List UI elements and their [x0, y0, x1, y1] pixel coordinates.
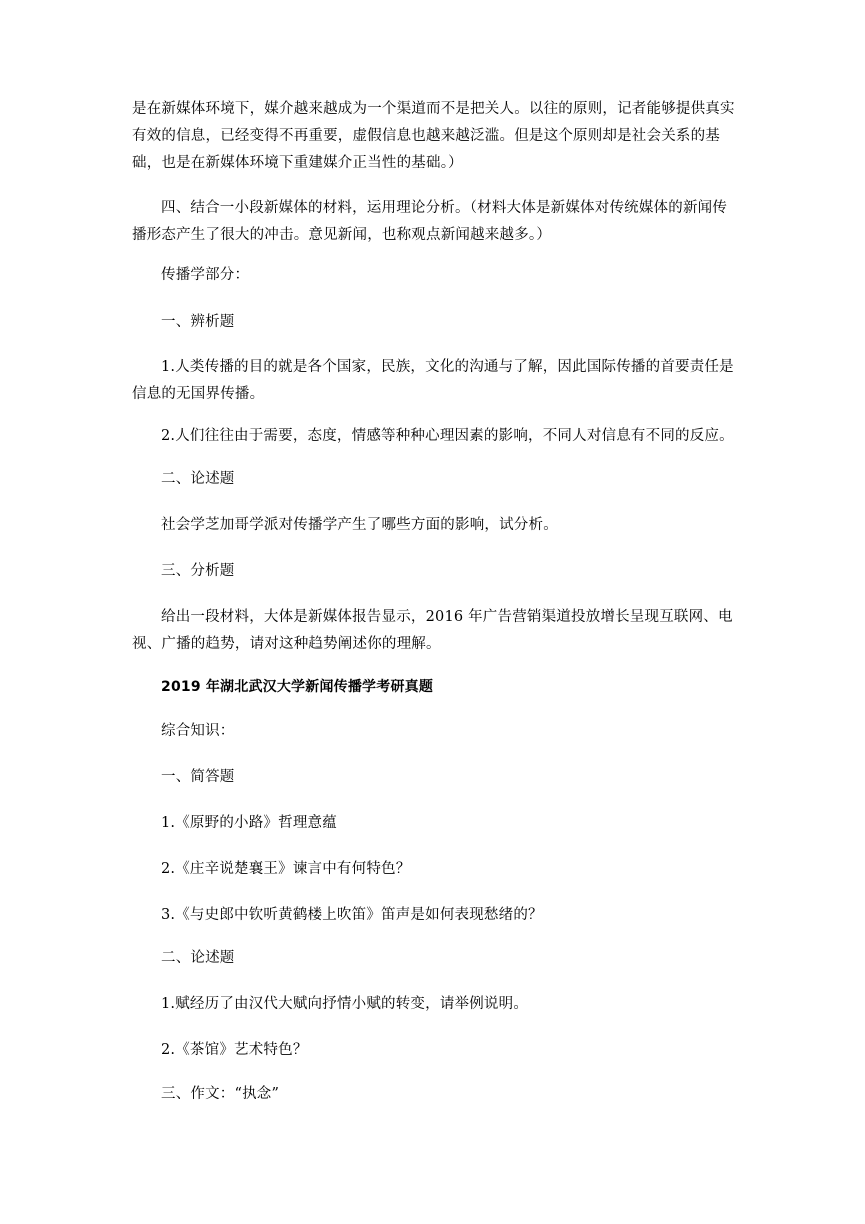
section-label-comprehensive: 综合知识：: [161, 723, 235, 739]
heading-short-answer: 一、简答题: [161, 769, 235, 785]
short-answer-question-2: 2.《庄辛说楚襄王》谏言中有何特色？: [161, 861, 411, 877]
discrimination-question-2: 2.人们往往由于需要，态度，情感等种种心理因素的影响，不同人对信息有不同的反应。: [161, 428, 734, 444]
analysis-question-material: 给出一段材料，大体是新媒体报告显示，2016 年广告营销渠道投放增长呈现互联网、电视、广播的趋势，请对这种趋势阐述你的理解。: [132, 609, 733, 652]
question-four-material-analysis: 四、结合一小段新媒体的材料，运用理论分析。（材料大体是新媒体对传统媒体的新闻传播形态产生了很大的冲击。意见新闻，也称观点新闻越来越多。）: [132, 200, 728, 243]
heading-discrimination-questions: 一、辨析题: [161, 314, 235, 330]
heading-essay-questions: 二、论述题: [161, 471, 235, 487]
exam-title-2019: 2019 年湖北武汉大学新闻传播学考研真题: [161, 679, 434, 695]
paragraph-continuation: 是在新媒体环境下，媒介越来越成为一个渠道而不是把关人。以往的原则，记者能够提供真实有效的信息，已经变得不再重要，虚假信息也越来越泛滥。但是这个原则却是社会关系的基础，也是在新媒体环境下重建媒介正当性的基础。）: [132, 101, 735, 171]
essay-question-fu-transition: 1.赋经历了由汉代大赋向抒情小赋的转变，请举例说明。: [161, 996, 529, 1012]
discrimination-question-1: 1.人类传播的目的就是各个国家，民族，文化的沟通与了解，因此国际传播的首要责任是信息的无国界传播。: [132, 359, 734, 402]
section-label-communication: 传播学部分：: [161, 267, 250, 283]
essay-question-teahouse: 2.《茶馆》艺术特色？: [161, 1042, 308, 1058]
essay-question-chicago-school: 社会学芝加哥学派对传播学产生了哪些方面的影响，试分析。: [161, 517, 558, 533]
composition-prompt: 三、作文：“执念”: [161, 1086, 280, 1102]
heading-essay-questions-2: 二、论述题: [161, 950, 235, 966]
short-answer-question-3: 3.《与史郎中钦听黄鹤楼上吹笛》笛声是如何表现愁绪的？: [161, 907, 543, 923]
short-answer-question-1: 1.《原野的小路》哲理意蕴: [161, 815, 337, 831]
heading-analysis-questions: 三、分析题: [161, 563, 235, 579]
